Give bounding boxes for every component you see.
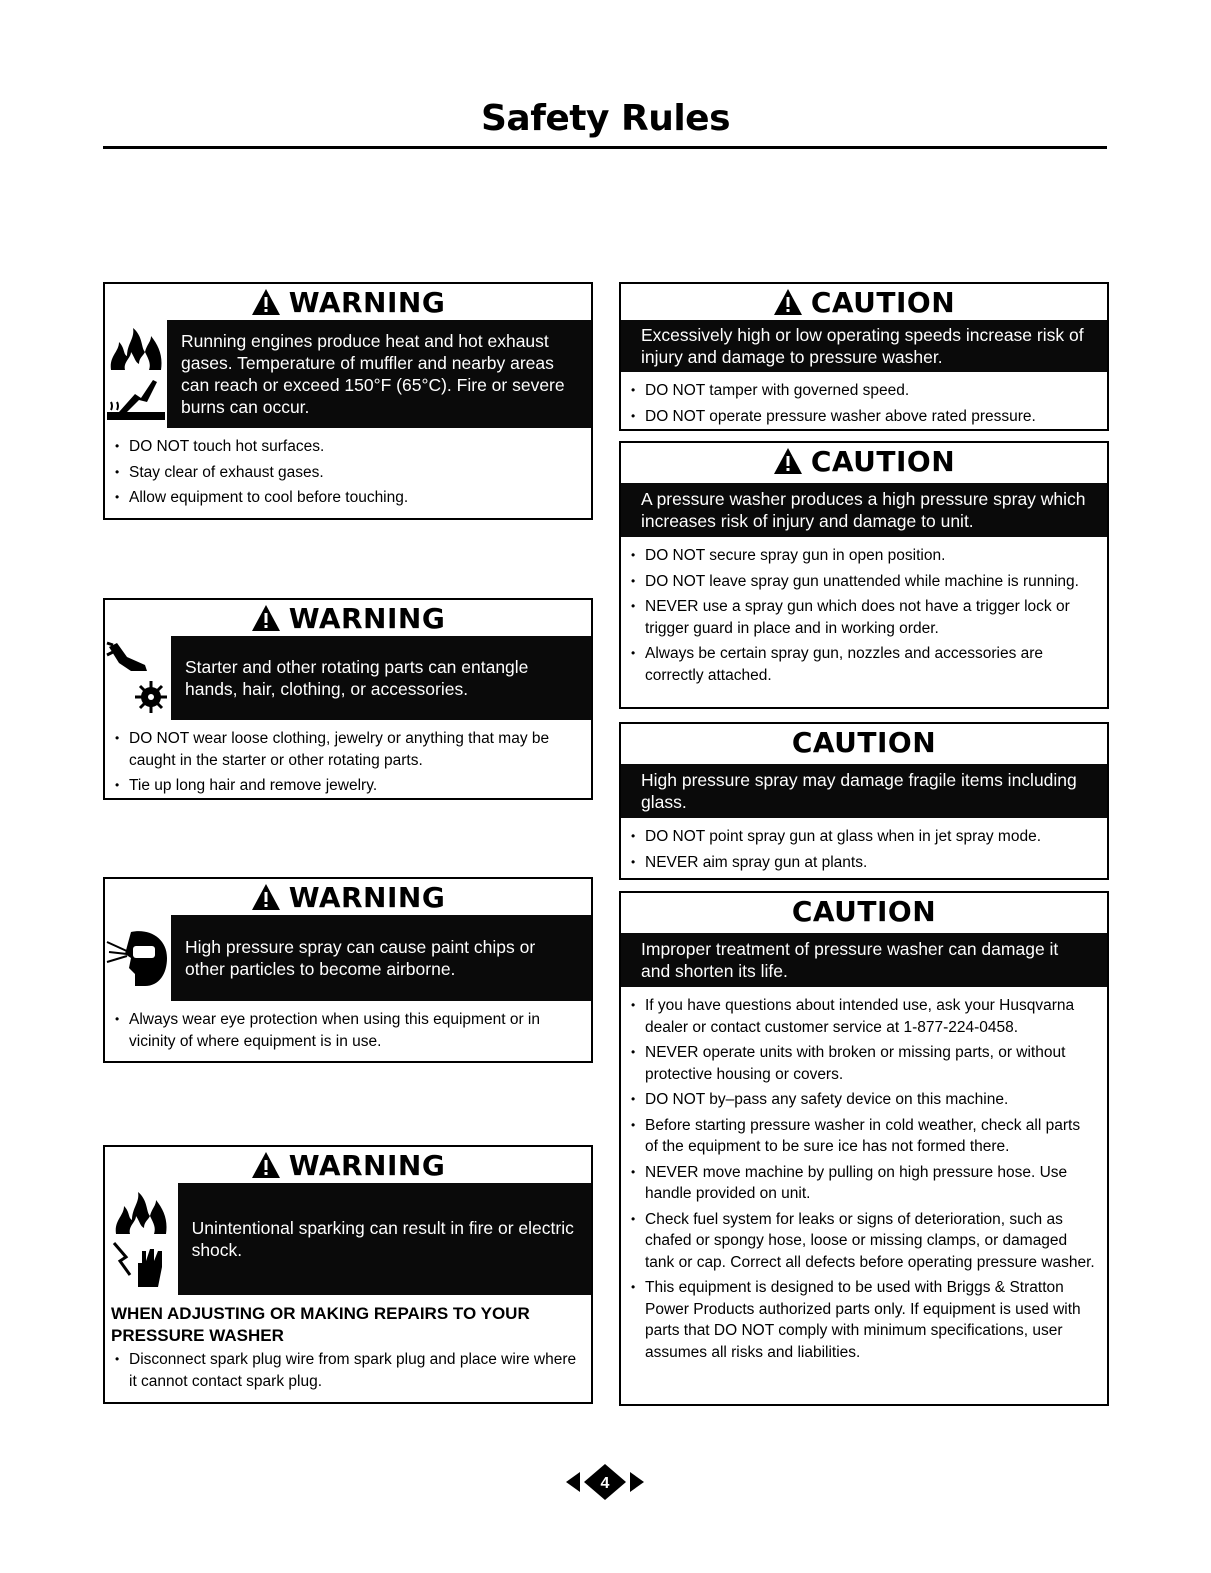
rule-item: • NEVER move machine by pulling on high pressure hose. Use handle provided on unit.	[631, 1162, 1095, 1205]
caution-label: CAUTION	[791, 894, 937, 928]
warning-header	[105, 284, 591, 320]
hazard-band	[621, 764, 1107, 818]
rules-list	[105, 428, 591, 521]
hazard-band	[105, 320, 591, 428]
caution-label: CAUTION	[810, 285, 956, 319]
hazard-pictograms	[105, 915, 171, 1001]
entanglement-icon	[105, 641, 171, 715]
caution-header	[621, 443, 1107, 479]
rule-item: • DO NOT tamper with governed speed.	[631, 380, 1095, 402]
caution-header	[621, 724, 1107, 760]
hazard-band	[621, 483, 1107, 537]
rules-list	[105, 720, 591, 809]
caution-box-fragile-items	[619, 722, 1109, 880]
hazard-pictograms	[105, 320, 167, 428]
rule-item: • This equipment is designed to be used with Briggs & Stratton Power Products authorized parts only. If equipment is used with parts that DO NOT comply with minimum specifications, user assumes all risks and liabilities.	[631, 1277, 1095, 1363]
warning-box-sparking	[103, 1145, 593, 1404]
warning-label: WARNING	[288, 1148, 446, 1182]
rule-item: • DO NOT operate pressure washer above rated pressure.	[631, 406, 1095, 428]
hazard-band	[621, 320, 1107, 372]
hazard-pictograms	[105, 1183, 178, 1295]
warning-triangle-icon	[251, 288, 281, 316]
rules-list	[621, 818, 1107, 885]
rule-item: • DO NOT touch hot surfaces.	[115, 436, 579, 458]
rule-item: • Stay clear of exhaust gases.	[115, 462, 579, 484]
warning-triangle-icon	[773, 447, 803, 475]
caution-header	[621, 284, 1107, 320]
rule-item: • Check fuel system for leaks or signs of deterioration, such as chafed or spongy hose, loose or missing clamps, or damaged tank or cap. Correct all defects before operating pressure washer.	[631, 1209, 1095, 1274]
rule-item: • Allow equipment to cool before touching.	[115, 487, 579, 509]
rules-list	[621, 987, 1107, 1375]
warning-header	[105, 879, 591, 915]
fire-icon	[105, 326, 167, 372]
rule-item: • DO NOT by–pass any safety device on this machine.	[631, 1089, 1095, 1111]
caution-label: CAUTION	[791, 725, 937, 759]
hazard-text: Improper treatment of pressure washer can damage it and shorten its life.	[641, 939, 1059, 981]
hazard-text: Starter and other rotating parts can entangle hands, hair, clothing, or accessories.	[185, 657, 529, 699]
warning-triangle-icon	[251, 604, 281, 632]
warning-triangle-icon	[251, 883, 281, 911]
page-title: Safety Rules	[480, 98, 731, 139]
page-number-badge	[566, 1462, 644, 1502]
rule-item: • NEVER use a spray gun which does not have a trigger lock or trigger guard in place and in working order.	[631, 596, 1095, 639]
hazard-band	[621, 933, 1107, 987]
rule-item: • Tie up long hair and remove jewelry.	[115, 775, 579, 797]
hazard-band	[105, 1183, 591, 1295]
caution-box-operating-speeds	[619, 282, 1109, 431]
rule-item: • Before starting pressure washer in cold weather, check all parts of the equipment to be sure ice has not formed there.	[631, 1115, 1095, 1158]
warning-box-entanglement	[103, 598, 593, 800]
warning-label: WARNING	[288, 285, 446, 319]
hazard-text: Unintentional sparking can result in fire or electric shock.	[191, 1218, 574, 1260]
rules-list	[105, 1001, 591, 1064]
rule-item: • DO NOT leave spray gun unattended while machine is running.	[631, 571, 1095, 593]
rule-item: • Always be certain spray gun, nozzles and accessories are correctly attached.	[631, 643, 1095, 686]
warning-header	[105, 600, 591, 636]
warning-triangle-icon	[773, 288, 803, 316]
caution-header	[621, 893, 1107, 929]
warning-triangle-icon	[251, 1151, 281, 1179]
hazard-text: High pressure spray can cause paint chips or other particles to become airborne.	[185, 937, 536, 979]
rules-list	[621, 372, 1107, 439]
rule-item: • Disconnect spark plug wire from spark plug and place wire where it cannot contact spark plug.	[115, 1349, 579, 1392]
rules-list	[105, 1347, 591, 1404]
warning-header	[105, 1147, 591, 1183]
rule-item: • DO NOT wear loose clothing, jewelry or anything that may be caught in the starter or other rotating parts.	[115, 728, 579, 771]
rules-list	[621, 537, 1107, 698]
electric-shock-icon	[110, 1241, 172, 1289]
rule-item: • If you have questions about intended use, ask your Husqvarna dealer or contact customer service at 1-877-224-0458.	[631, 995, 1095, 1038]
hazard-band	[105, 636, 591, 720]
caution-label: CAUTION	[810, 444, 956, 478]
hazard-text: High pressure spray may damage fragile items including glass.	[641, 770, 1077, 812]
fire-icon	[110, 1190, 172, 1236]
warning-box-hot-surfaces	[103, 282, 593, 520]
hazard-text: Running engines produce heat and hot exhaust gases. Temperature of muffler and nearby areas can reach or exceed 150°F (65°C). Fire or severe burns can occur.	[181, 331, 565, 417]
page-number-marker	[566, 1462, 644, 1507]
hot-surface-icon	[105, 376, 167, 422]
page-number: 4	[600, 1475, 610, 1492]
hazard-band	[105, 915, 591, 1001]
repair-subheading: WHEN ADJUSTING OR MAKING REPAIRS TO YOUR PRESSURE WASHER	[111, 1304, 530, 1345]
caution-box-high-pressure-spray	[619, 441, 1109, 709]
hazard-pictograms	[105, 636, 171, 720]
title-rule	[103, 146, 1107, 149]
caution-box-improper-treatment	[619, 891, 1109, 1406]
warning-label: WARNING	[288, 880, 446, 914]
warning-box-airborne-particles	[103, 877, 593, 1063]
rule-item: • DO NOT point spray gun at glass when in jet spray mode.	[631, 826, 1095, 848]
eye-protection-icon	[105, 928, 171, 988]
rule-item: • NEVER aim spray gun at plants.	[631, 852, 1095, 874]
hazard-text: Excessively high or low operating speeds increase risk of injury and damage to pressure washer.	[641, 325, 1084, 367]
rule-item: • DO NOT secure spray gun in open position.	[631, 545, 1095, 567]
hazard-text: A pressure washer produces a high pressure spray which increases risk of injury and damage to unit.	[641, 489, 1086, 531]
warning-label: WARNING	[288, 601, 446, 635]
rule-item: • NEVER operate units with broken or missing parts, or without protective housing or covers.	[631, 1042, 1095, 1085]
rule-item: • Always wear eye protection when using this equipment or in vicinity of where equipment is in use.	[115, 1009, 579, 1052]
